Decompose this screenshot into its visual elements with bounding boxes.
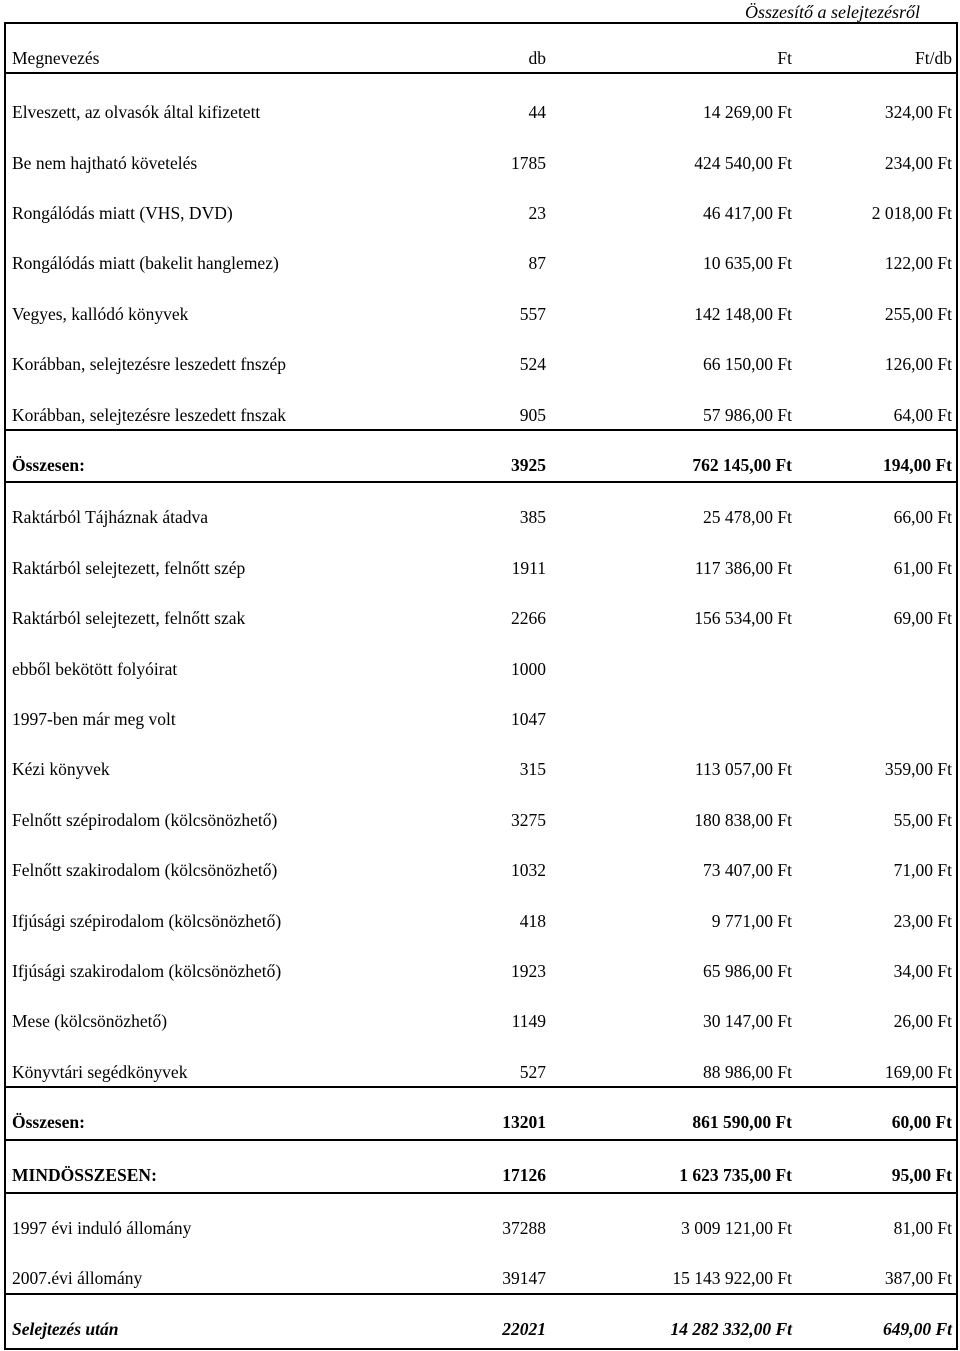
row-ftdb-cell: 194,00 Ft <box>882 455 952 475</box>
row-ftdb-cell: 61,00 Ft <box>893 558 952 578</box>
table-row <box>6 227 956 277</box>
row-ft-cell: 14 282 332,00 Ft <box>670 1319 792 1339</box>
table-row <box>6 834 956 884</box>
row-db-cell: 1149 <box>511 1011 546 1031</box>
row-db-cell: 37288 <box>502 1218 546 1238</box>
table-row <box>6 582 956 632</box>
row-name-cell: Korábban, selejtezésre leszedett fnszép <box>12 354 287 374</box>
row-ft-cell: 14 269,00 Ft <box>703 102 792 122</box>
row-ft-cell: 88 986,00 Ft <box>703 1062 792 1082</box>
table-row <box>6 1036 956 1086</box>
row-ft-cell: 117 386,00 Ft <box>694 558 792 578</box>
row-ft-cell <box>566 633 792 683</box>
row-name-cell: Be nem hajtható követelés <box>12 153 198 173</box>
row-ftdb-cell: 60,00 Ft <box>891 1112 952 1132</box>
row-name-cell: Vegyes, kallódó könyvek <box>12 304 189 324</box>
row-ft-cell: 3 009 121,00 Ft <box>681 1218 792 1238</box>
row-name-cell: 2007.évi állomány <box>12 1268 143 1288</box>
header-db: db <box>528 48 546 68</box>
row-ft-cell: 66 150,00 Ft <box>703 354 792 374</box>
row-ftdb-cell: 66,00 Ft <box>893 507 952 527</box>
row-db-cell: 39147 <box>502 1268 546 1288</box>
row-ft-cell: 73 407,00 Ft <box>703 860 792 880</box>
row-name-cell: 1997 évi induló állomány <box>12 1218 192 1238</box>
table-row <box>6 379 956 429</box>
table-row <box>6 1242 956 1292</box>
table-row <box>6 328 956 378</box>
row-name-cell: Ifjúsági szakirodalom (kölcsönözhető) <box>12 961 282 981</box>
row-ft-cell: 424 540,00 Ft <box>694 153 792 173</box>
row-ftdb-cell <box>796 683 952 733</box>
row-ftdb-cell <box>796 633 952 683</box>
row-ftdb-cell: 26,00 Ft <box>893 1011 952 1031</box>
row-db-cell: 385 <box>519 507 546 527</box>
row-db-cell: 87 <box>528 253 546 273</box>
row-name-cell: Kézi könyvek <box>12 759 110 779</box>
table-row <box>6 1293 956 1343</box>
table-row <box>6 481 956 531</box>
page-title: Összesítő a selejtezésről <box>745 2 920 22</box>
row-name-cell: Korábban, selejtezésre leszedett fnszak <box>12 405 287 425</box>
row-ftdb-cell: 126,00 Ft <box>884 354 952 374</box>
row-db-cell: 1923 <box>511 961 546 981</box>
row-ft-cell: 861 590,00 Ft <box>692 1112 792 1132</box>
table-row <box>6 1139 956 1189</box>
row-ft-cell: 65 986,00 Ft <box>703 961 792 981</box>
row-name-cell: MINDÖSSZESEN: <box>12 1165 157 1185</box>
table-row <box>6 633 956 683</box>
row-db-cell: 557 <box>519 304 546 324</box>
row-db-cell: 1032 <box>511 860 546 880</box>
table-row <box>6 532 956 582</box>
table-row <box>6 429 956 479</box>
row-ft-cell: 30 147,00 Ft <box>703 1011 792 1031</box>
row-name-cell: Összesen: <box>12 1112 85 1132</box>
row-ftdb-cell: 71,00 Ft <box>893 860 952 880</box>
header-ft: Ft <box>777 48 792 68</box>
row-name-cell: Elveszett, az olvasók által kifizetett <box>12 102 261 122</box>
row-ftdb-cell: 359,00 Ft <box>884 759 952 779</box>
row-name-cell: Mese (kölcsönözhető) <box>12 1011 168 1031</box>
table-row <box>6 1192 956 1242</box>
row-ft-cell: 15 143 922,00 Ft <box>672 1268 792 1288</box>
header-name: Megnevezés <box>12 48 100 68</box>
row-ftdb-cell: 64,00 Ft <box>893 405 952 425</box>
row-db-cell: 418 <box>519 911 546 931</box>
row-name-cell: Felnőtt szépirodalom (kölcsönözhető) <box>12 810 278 830</box>
row-ft-cell: 142 148,00 Ft <box>694 304 792 324</box>
row-ft-cell: 9 771,00 Ft <box>711 911 792 931</box>
row-ftdb-cell: 324,00 Ft <box>884 102 952 122</box>
table-row <box>6 733 956 783</box>
table-row <box>6 177 956 227</box>
row-ft-cell: 10 635,00 Ft <box>703 253 792 273</box>
table-row <box>6 76 956 126</box>
row-ftdb-cell: 69,00 Ft <box>893 608 952 628</box>
row-name-cell: Könyvtári segédkönyvek <box>12 1062 188 1082</box>
row-ftdb-cell: 23,00 Ft <box>893 911 952 931</box>
row-db-cell: 1047 <box>511 709 546 729</box>
row-ftdb-cell: 81,00 Ft <box>893 1218 952 1238</box>
row-name-cell: Rongálódás miatt (VHS, DVD) <box>12 203 233 223</box>
row-db-cell: 13201 <box>502 1112 546 1132</box>
row-db-cell: 315 <box>519 759 546 779</box>
row-ftdb-cell: 95,00 Ft <box>891 1165 952 1185</box>
row-db-cell: 524 <box>519 354 546 374</box>
header-ftdb: Ft/db <box>915 48 952 68</box>
table-row <box>6 683 956 733</box>
row-ft-cell: 1 623 735,00 Ft <box>679 1165 792 1185</box>
row-db-cell: 17126 <box>502 1165 546 1185</box>
row-ft-cell: 180 838,00 Ft <box>694 810 792 830</box>
row-name-cell: Rongálódás miatt (bakelit hanglemez) <box>12 253 279 273</box>
row-db-cell: 3925 <box>511 455 546 475</box>
row-name-cell: Ifjúsági szépirodalom (kölcsönözhető) <box>12 911 282 931</box>
row-ft-cell: 762 145,00 Ft <box>692 455 792 475</box>
table-row <box>6 127 956 177</box>
row-name-cell: Raktárból selejtezett, felnőtt szak <box>12 608 246 628</box>
summary-table <box>4 22 958 1350</box>
row-name-cell: Selejtezés után <box>12 1319 119 1339</box>
table-row <box>6 784 956 834</box>
table-row <box>6 1086 956 1136</box>
row-ftdb-cell: 2 018,00 Ft <box>871 203 952 223</box>
table-row <box>6 935 956 985</box>
row-db-cell: 905 <box>519 405 546 425</box>
row-name-cell: Raktárból Tájháznak átadva <box>12 507 208 527</box>
row-db-cell: 2266 <box>511 608 546 628</box>
row-ft-cell: 113 057,00 Ft <box>694 759 792 779</box>
row-ftdb-cell: 55,00 Ft <box>893 810 952 830</box>
row-name-cell: Raktárból selejtezett, felnőtt szép <box>12 558 246 578</box>
row-name-cell: 1997-ben már meg volt <box>12 709 176 729</box>
row-db-cell: 22021 <box>502 1319 546 1339</box>
row-ft-cell <box>566 683 792 733</box>
table-row <box>6 885 956 935</box>
row-ftdb-cell: 122,00 Ft <box>884 253 952 273</box>
row-ftdb-cell: 234,00 Ft <box>884 153 952 173</box>
row-db-cell: 3275 <box>511 810 546 830</box>
row-ft-cell: 156 534,00 Ft <box>694 608 792 628</box>
table-row <box>6 985 956 1035</box>
row-ft-cell: 57 986,00 Ft <box>703 405 792 425</box>
row-ftdb-cell: 169,00 Ft <box>884 1062 952 1082</box>
row-ft-cell: 25 478,00 Ft <box>703 507 792 527</box>
row-ftdb-cell: 34,00 Ft <box>893 961 952 981</box>
row-db-cell: 23 <box>528 203 546 223</box>
row-ftdb-cell: 649,00 Ft <box>882 1319 952 1339</box>
table-row <box>6 278 956 328</box>
table-header-row <box>6 24 956 74</box>
row-name-cell: ebből bekötött folyóirat <box>12 659 178 679</box>
row-ft-cell: 46 417,00 Ft <box>703 203 792 223</box>
row-name-cell: Felnőtt szakirodalom (kölcsönözhető) <box>12 860 278 880</box>
row-db-cell: 1911 <box>511 558 546 578</box>
row-ftdb-cell: 255,00 Ft <box>884 304 952 324</box>
row-db-cell: 527 <box>519 1062 546 1082</box>
row-name-cell: Összesen: <box>12 455 85 475</box>
row-db-cell: 44 <box>528 102 546 122</box>
row-ftdb-cell: 387,00 Ft <box>884 1268 952 1288</box>
row-db-cell: 1785 <box>511 153 546 173</box>
row-db-cell: 1000 <box>511 659 546 679</box>
